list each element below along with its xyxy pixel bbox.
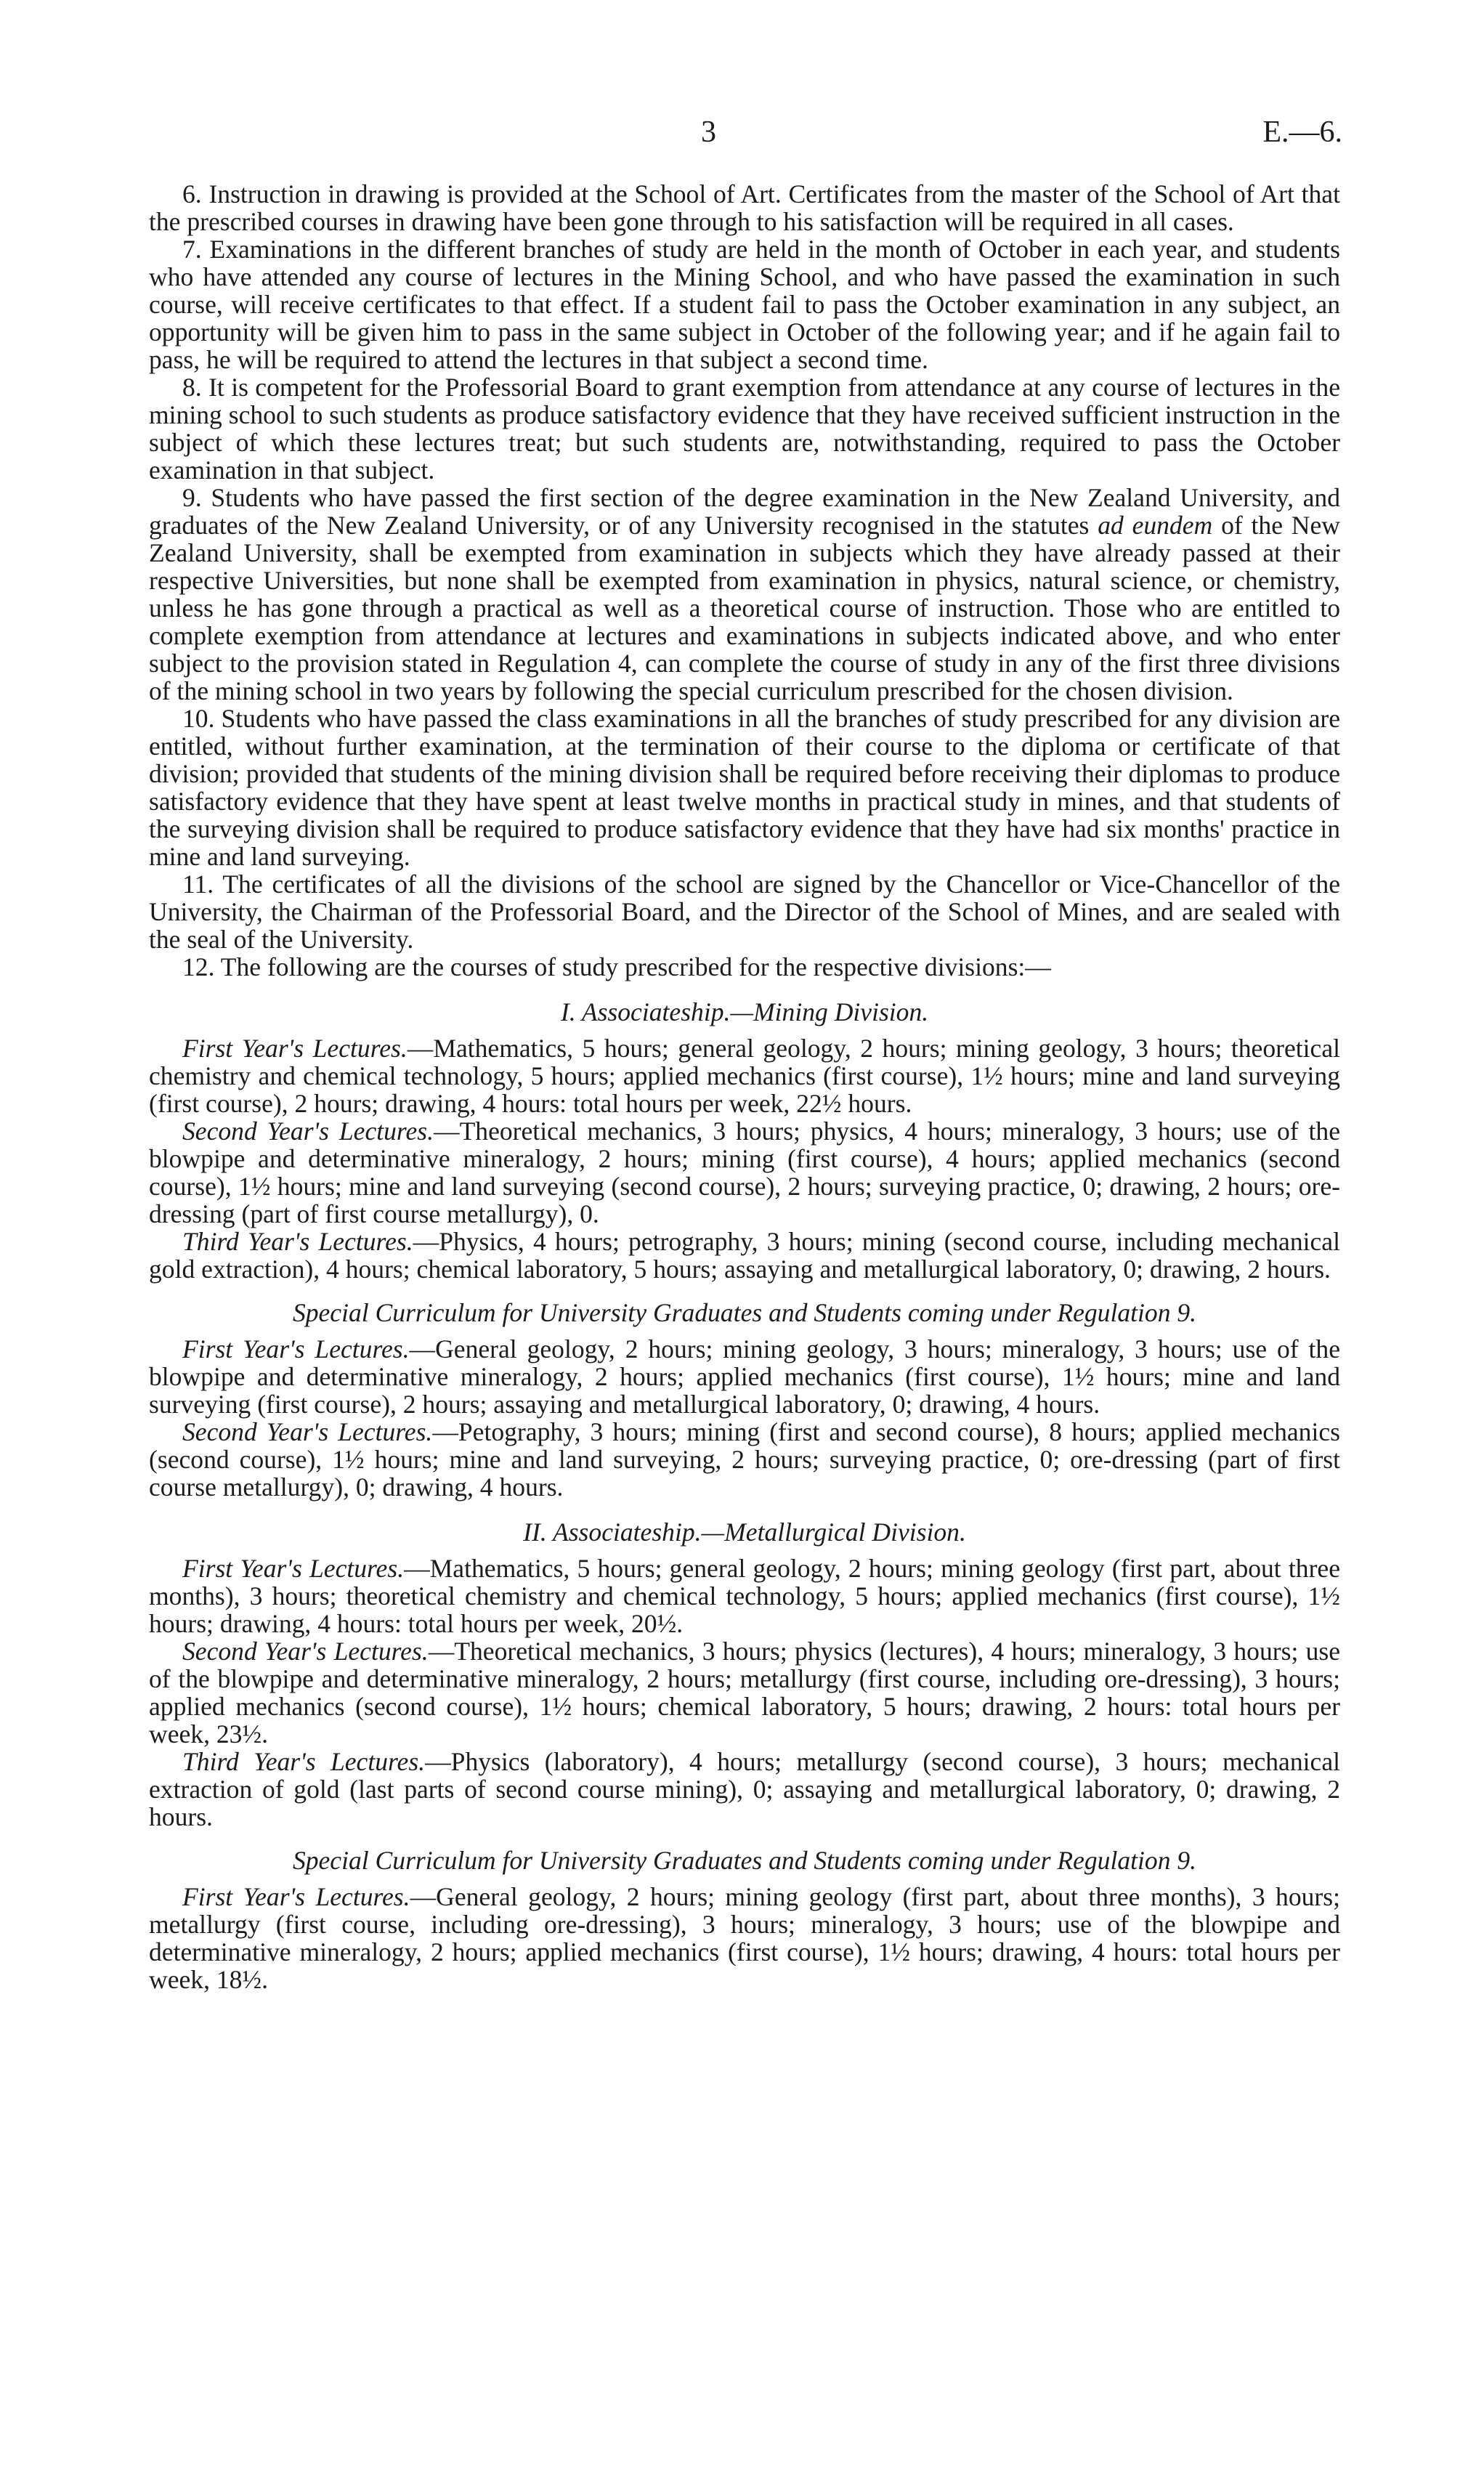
paragraph-text: Students who have passed the class examinations in all the branches of study prescribed for any division are entitled, without further examination, at the termination of their course to the diploma or certificate of that division; provided that students of the mining division shall be required before receiving their diplomas to produce satisfactory evidence that they have spent at least twelve months in practical study in mines, and that students of the surveying division shall be required to produce satisfactory evidence that they have had six months' practice in mine and land surveying. [149,704,1340,871]
metallurgical-second-year [149,1637,1340,1748]
paragraph-number: 7. [182,235,202,264]
page-header [0,115,1484,158]
year-label: First Year's Lectures. [182,1334,410,1363]
paragraph-text: of the New Zealand University, shall be exempted from examination in subjects which they have already passed at their respective Universities, but none shall be exempted from examination in physics, natural science, or chemistry, unless he has gone through a practical as well as a theoretical course of instruction. Those who are entitled to complete exemption from attendance at lectures and examinations in subjects indicated above, and who enter subject to the provision stated in Regulation 4, can complete the course of study in any of the first three divisions of the mining school in two years by following the special curriculum prescribed for the chosen division. [149,511,1340,705]
course-text: —Mathematics, 5 hours; general geology, 2 hours; mining geology (first part, about three months), 3 hours; theoretical chemistry and chemical technology, 5 hours; applied mechanics (first course), 1½ hours; drawing, 4 hours: total hours per week, 20½. [149,1554,1340,1638]
year-label: First Year's Lectures. [182,1034,408,1063]
paragraph-text: The following are the courses of study prescribed for the respective divisions:— [220,952,1051,981]
latin-term: ad eundem [1098,511,1213,540]
year-label: First Year's Lectures. [182,1882,410,1911]
paragraph-number: 11. [182,870,214,899]
paragraph-12 [149,953,1340,981]
mining-third-year [149,1228,1340,1283]
paragraph-text: The certificates of all the divisions of the school are signed by the Chancellor or Vice-Chancellor of the University, the Chairman of the Professorial Board, and the Director of the School of Mines, and are sealed with the seal of the University. [149,870,1340,954]
metallurgical-special-first-year [149,1883,1340,1993]
section-heading-metallurgical-division: II. Associateship.—Metallurgical Division. [523,1517,966,1547]
mining-second-year [149,1117,1340,1228]
paragraph-11 [149,870,1340,953]
special-curriculum-heading-metallurgical: Special Curriculum for University Graduates and Students coming under Regulation 9. [292,1846,1197,1875]
paragraph-number: 8. [182,373,202,402]
paragraph-7 [149,235,1340,373]
paragraph-9 [149,484,1340,705]
document-body [149,180,1340,1993]
course-text: —Theoretical mechanics, 3 hours; physics, 4 hours; mineralogy, 3 hours; use of the blowpipe and determinative mineralogy, 2 hours; mining (first course), 4 hours; applied mechanics (second course), 1½ hours; mine and land surveying (second course), 2 hours; surveying practice, 0; drawing, 2 hours; ore-dressing (part of first course metallurgy), 0. [149,1117,1340,1228]
page-number: 3 [701,116,716,149]
paragraph-6 [149,180,1340,235]
year-label: Second Year's Lectures. [182,1117,434,1146]
document-reference: E.—6. [1262,116,1342,149]
paragraph-text: Students who have passed the first section of the degree examination in the New Zealand University, and graduates of the New Zealand University, or of any University recognised in the statutes [149,483,1340,540]
year-label: Third Year's Lectures. [182,1227,413,1256]
course-text: —Mathematics, 5 hours; general geology, 2 hours; mining geology, 3 hours; theoretical chemistry and chemical technology, 5 hours; applied mechanics (first course), 1½ hours; mine and land surveying (first course), 2 hours; drawing, 4 hours: total hours per week, 22½ hours. [149,1034,1341,1118]
paragraph-text: Instruction in drawing is provided at the School of Art. Certificates from the master of the School of Art that the prescribed courses in drawing have been gone through to his satisfaction will be required in all cases. [149,179,1340,236]
special-curriculum-heading-mining: Special Curriculum for University Graduates and Students coming under Regulation 9. [292,1298,1197,1327]
year-label: First Year's Lectures. [182,1554,405,1583]
year-label: Second Year's Lectures. [182,1417,433,1446]
year-label: Second Year's Lectures. [182,1637,429,1666]
metallurgical-third-year [149,1748,1340,1831]
mining-special-second-year [149,1418,1340,1501]
paragraph-10 [149,705,1340,870]
metallurgical-first-year [149,1555,1340,1637]
course-text: —Physics (laboratory), 4 hours; metallurgy (second course), 3 hours; mechanical extraction of gold (last parts of second course mining), 0; assaying and metallurgical laboratory, 0; drawing, 2 hours. [149,1747,1340,1831]
section-heading-mining-division: I. Associateship.—Mining Division. [560,997,929,1026]
mining-special-first-year [149,1335,1340,1418]
paragraph-8 [149,373,1340,484]
paragraph-number: 9. [182,483,202,512]
year-label: Third Year's Lectures. [182,1747,426,1776]
paragraph-number: 6. [182,179,202,208]
course-text: —Theoretical mechanics, 3 hours; physics (lectures), 4 hours; mineralogy, 3 hours; use of the blowpipe and determinative mineralogy, 2 hours; metallurgy (first course, including ore-dressing), 3 hours; applied mechanics (second course), 1½ hours; chemical laboratory, 5 hours; drawing, 2 hours: total hours per week, 23½. [149,1637,1340,1749]
course-text: —General geology, 2 hours; mining geology, 3 hours; mineralogy, 3 hours; use of the blowpipe and determinative mineralogy, 2 hours; applied mechanics (first course), 1½ hours; mine and land surveying (first course), 2 hours; assaying and metallurgical laboratory, 0; drawing, 4 hours. [149,1334,1340,1419]
mining-first-year [149,1034,1340,1117]
course-text: —Petography, 3 hours; mining (first and second course), 8 hours; applied mechanics (second course), 1½ hours; mine and land surveying, 2 hours; surveying practice, 0; ore-dressing (part of first course metallurgy), 0; drawing, 4 hours. [149,1417,1340,1502]
course-text: —Physics, 4 hours; petrography, 3 hours; mining (second course, including mechanical gold extraction), 4 hours; chemical laboratory, 5 hours; assaying and metallurgical laboratory, 0; drawing, 2 hours. [149,1227,1340,1284]
paragraph-text: Examinations in the different branches of study are held in the month of October in each year, and students who have attended any course of lectures in the Mining School, and who have passed the examination in such course, will receive certificates to that effect. If a student fail to pass the October examination in any subject, an opportunity will be given him to pass in the same subject in October of the following year; and if he again fail to pass, he will be required to attend the lectures in that subject a second time. [149,235,1340,374]
paragraph-number: 12. [182,952,215,981]
course-text: —General geology, 2 hours; mining geology (first part, about three months), 3 hours; metallurgy (first course, including ore-dressing), 3 hours; mineralogy, 3 hours; use of the blowpipe and determinative mineralogy, 2 hours; applied mechanics (first course), 1½ hours; drawing, 4 hours: total hours per week, 18½. [149,1882,1340,1994]
paragraph-number: 10. [182,704,215,733]
paragraph-text: It is competent for the Professorial Board to grant exemption from attendance at any course of lectures in the mining school to such students as produce satisfactory evidence that they have received sufficient instruction in the subject of which these lectures treat; but such students are, notwithstanding, required to pass the October examination in that subject. [149,373,1340,485]
